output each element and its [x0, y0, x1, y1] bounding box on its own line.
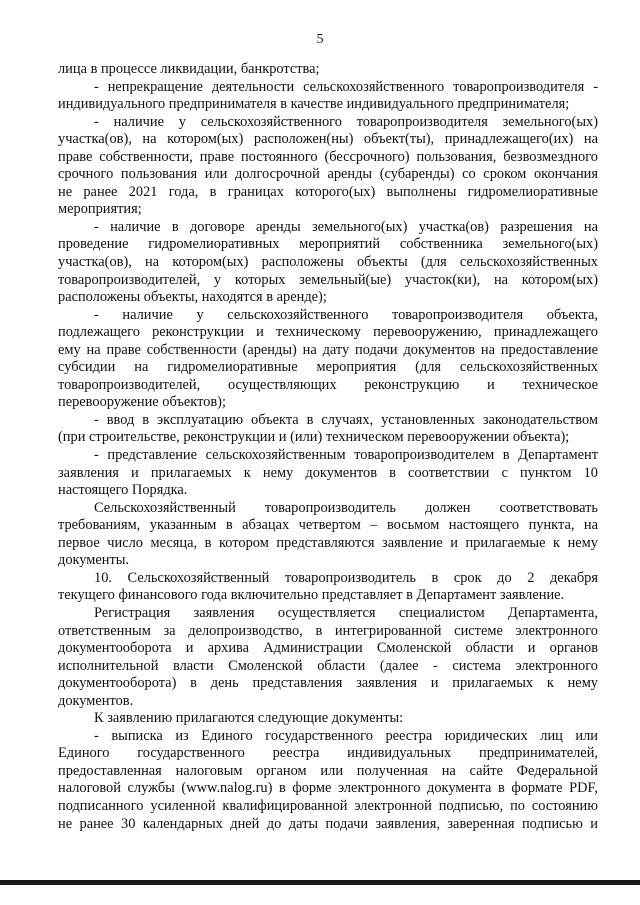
text-line: документооборота и архива Администрации Смоленской области и органов — [58, 640, 598, 657]
text-line: - наличие у сельскохозяйственного товаропроизводителя объекта, — [94, 306, 598, 323]
text-line: Сельскохозяйственный товаропроизводитель должен соответствовать — [94, 499, 598, 516]
page-number: 5 — [316, 32, 324, 47]
document-body — [58, 61, 598, 833]
text-line: товаропроизводителей, у которых земельный(ые) участок(ки), на котором(ых) — [58, 271, 598, 288]
text-line: требованиям, указанным в абзацах четвертом – восьмом настоящего пункта, на — [58, 517, 598, 534]
text-line: не ранее 30 календарных дней до даты подачи заявления, заверенная подписью и — [58, 815, 598, 832]
text-line: - непрекращение деятельности сельскохозяйственного товаропроизводителя - — [94, 78, 598, 95]
text-line: настоящего Порядка. — [58, 482, 188, 499]
text-line: расположены объекты, находятся в аренде); — [58, 289, 327, 306]
text-line: подлежащего реконструкции и техническому перевооружению, принадлежащего — [58, 324, 598, 341]
text-line: исполнительной власти Смоленской области (далее - система электронного — [58, 657, 598, 674]
text-line: текущего финансового года включительно представляет в Департамент заявление. — [58, 587, 565, 604]
text-line: документов. — [58, 692, 134, 709]
text-line: - наличие в договоре аренды земельного(ых) участка(ов) разрешения на — [94, 218, 598, 235]
text-line: участка(ов), на котором(ых) расположены объекты (для сельскохозяйственных — [58, 254, 598, 271]
text-line: документы. — [58, 552, 130, 569]
text-line: - наличие у сельскохозяйственного товаропроизводителя земельного(ых) — [94, 113, 598, 130]
text-line: - выписка из Единого государственного реестра юридических лиц или — [94, 727, 598, 744]
text-line: проведение гидромелиоративных мероприятий собственника земельного(ых) — [58, 236, 598, 253]
text-line: предоставленная налоговым органом или полученная на сайте Федеральной — [58, 762, 598, 779]
text-line: К заявлению прилагаются следующие документы: — [94, 710, 404, 727]
text-line: индивидуального предпринимателя в качестве индивидуального предпринимателя; — [58, 96, 570, 113]
text-line: не ранее 2021 года, в границах которого(ых) выполнены гидромелиоративные — [58, 183, 598, 200]
text-line: подписанного усиленной квалифицированной электронной подписью, по состоянию — [58, 797, 598, 814]
text-line: перевооружение объектов); — [58, 394, 226, 411]
text-line: - представление сельскохозяйственным товаропроизводителем в Департамент — [94, 447, 598, 464]
text-line: первое число месяца, в котором представляются заявление и прилагаемые к нему — [58, 534, 598, 551]
text-line: налоговой службы (www.nalog.ru) в форме электронного документа в формате PDF, — [58, 780, 598, 797]
text-line: срочного пользования или долгосрочной аренды (субаренды) со сроком окончания — [58, 166, 598, 183]
text-line: товаропроизводителей, осуществляющих реконструкцию и техническое — [58, 376, 598, 393]
text-line: лица в процессе ликвидации, банкротства; — [58, 61, 320, 77]
text-line: праве собственности, праве постоянного (бессрочного) пользования, безвозмездного — [58, 148, 598, 165]
text-line: заявления и прилагаемых к нему документов в соответствии с пунктом 10 — [58, 464, 598, 481]
text-line: мероприятия; — [58, 201, 142, 218]
bottom-border-line — [0, 880, 640, 885]
text-line: 10. Сельскохозяйственный товаропроизводитель в срок до 2 декабря — [94, 569, 598, 586]
text-line: Регистрация заявления осуществляется специалистом Департамента, — [94, 604, 598, 621]
text-line: участка(ов), на котором(ых) расположен(ны) объект(ты), принадлежащего(их) на — [58, 131, 598, 148]
text-line: - ввод в эксплуатацию объекта в случаях, установленных законодательством — [94, 411, 598, 428]
text-line: ему на праве собственности (аренды) на дату подачи документов на предоставление — [58, 341, 598, 358]
text-line: документооборота) в день представления заявления и прилагаемых к нему — [58, 675, 598, 692]
text-line: Единого государственного реестра индивидуальных предпринимателей, — [58, 745, 598, 762]
text-line: субсидии на гидромелиоративные мероприятия (для сельскохозяйственных — [58, 359, 598, 376]
text-line: (при строительстве, реконструкции и (или) техническом перевооружении объекта); — [58, 429, 570, 446]
text-line: ответственным за делопроизводство, в интегрированной системе электронного — [58, 622, 598, 639]
